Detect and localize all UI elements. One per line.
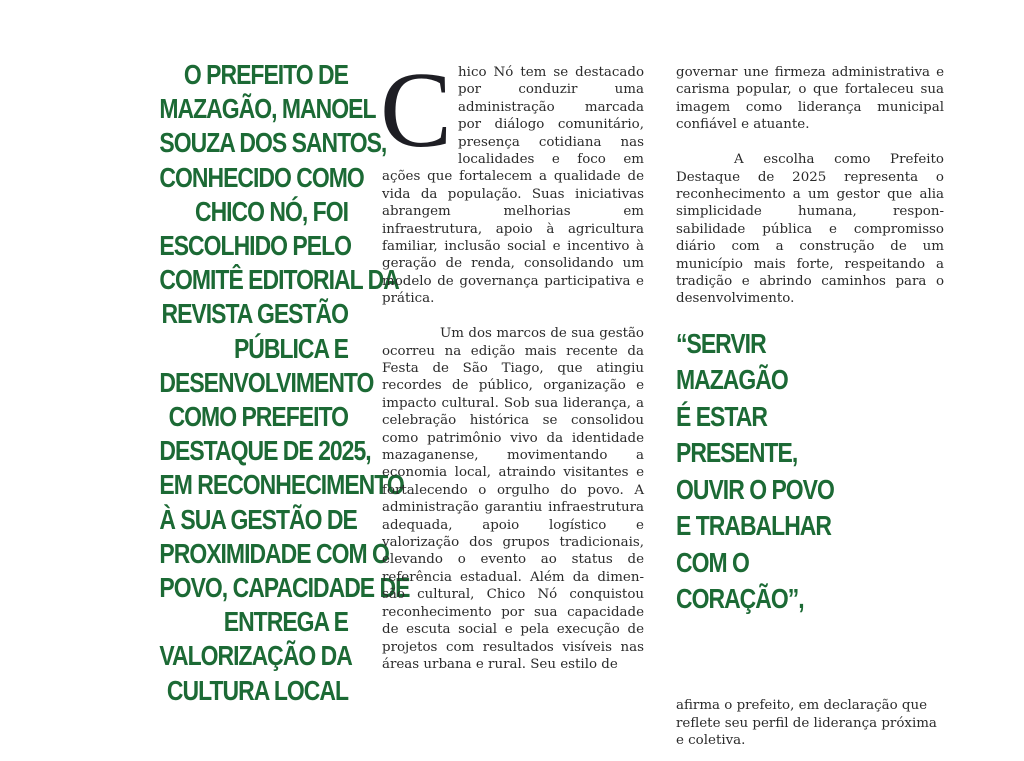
headline-line: POVO, CAPACIDADE DE [159,572,410,604]
headline-line: EM RECONHECIMENTO [159,469,404,501]
article-paragraph-escolha: A escolha como Prefeito Destaque de 2025 representa o reconhecimento a um gestor que alia simplicidade humana, responsabilidade pública e compromisso diário com a construção de um município mais forte, respeitando a tradição e abrindo caminhos para o desenvolvimento. [676,152,944,307]
headline-line: PROXIMIDADE COM O [159,537,389,569]
headline-line: MAZAGÃO, MANOEL [159,93,376,125]
quote-attribution: afirma o prefeito, em declaração que reflete seu perfil de liderança próxima e coletiva. [676,698,937,749]
headline-line: À SUA GESTÃO DE [159,503,357,535]
article-paragraph-festa: Um dos marcos de sua gestão ocorreu na edição mais recente da Festa de São Tiago, que atingiu recordes de público, organização e impacto cultural. Sob sua liderança, a celebração histórica se consolidou como patrimônio vivo da identidade mazaganense, movimentando a economia local, atraindo visitantes e fortalecendo o orgulho do povo. A administração garantiu infraestrutura adequada, apoio logístico e valorização dos grupos tradicionais, elevando o evento ao status de referência estadual. Além da dimensão cultural, Chico Nó conquistou reconhecimento por sua capacidade de escuta social e pela execução de projetos com resultados visíveis nas áreas urbana e rural. Seu estilo de [382,326,644,672]
drop-cap: C [380,51,453,170]
article-paragraph-continuation: governar une firmeza administrativa e carisma popular, o que fortaleceu sua imagem como liderança municipal confiável e atuante. [676,65,944,133]
headline-line: CHICO NÓ, FOI [194,195,348,227]
headline [159,58,410,708]
pull-quote-line: MAZAGÃO [676,364,788,396]
pull-quote-line: OUVIR O POVO [676,473,834,505]
pull-quote [676,326,896,618]
headline-line: ENTREGA E [223,606,348,638]
headline-line: COMITÊ EDITORIAL DA [159,264,399,296]
headline-line: CULTURA LOCAL [166,674,348,706]
headline-line: O PREFEITO DE [183,59,348,90]
headline-line: VALORIZAÇÃO DA [159,640,352,672]
headline-line: SOUZA DOS SANTOS, [159,127,387,159]
article-column-right [676,64,944,618]
headline-line: ESCOLHIDO PELO [159,230,352,262]
headline-line: PÚBLICA E [233,332,348,364]
article-column-middle [380,51,644,691]
pull-quote-line: E TRABALHAR [676,510,831,542]
pull-quote-line: “SERVIR [676,327,766,359]
article-paragraph-intro [380,51,644,308]
paragraph-text: hico Nó tem se destacado por conduzir uma administração marcada por diálogo comunitário, presença cotidiana nas localidades e foco em ações que fortalecem a qualidade de vida da população. Suas iniciativas abrangem melhorias em infraestrutura, apoio à agricultura familiar, inclusão social e incentivo à geração de renda, consolidando um modelo de governança participativa e prática. [382,65,644,307]
pull-quote-line: COM O [676,546,749,578]
headline-line: DESENVOLVIMENTO [159,366,374,398]
pull-quote-line: PRESENTE, [676,437,798,469]
headline-line: REVISTA GESTÃO [161,298,348,330]
headline-line: CONHECIDO COMO [159,161,364,193]
headline-line: COMO PREFEITO [168,401,348,433]
headline-line: DESTAQUE DE 2025, [159,435,371,467]
pull-quote-line: CORAÇÃO”, [676,583,804,615]
pull-quote-line: É ESTAR [676,400,767,432]
